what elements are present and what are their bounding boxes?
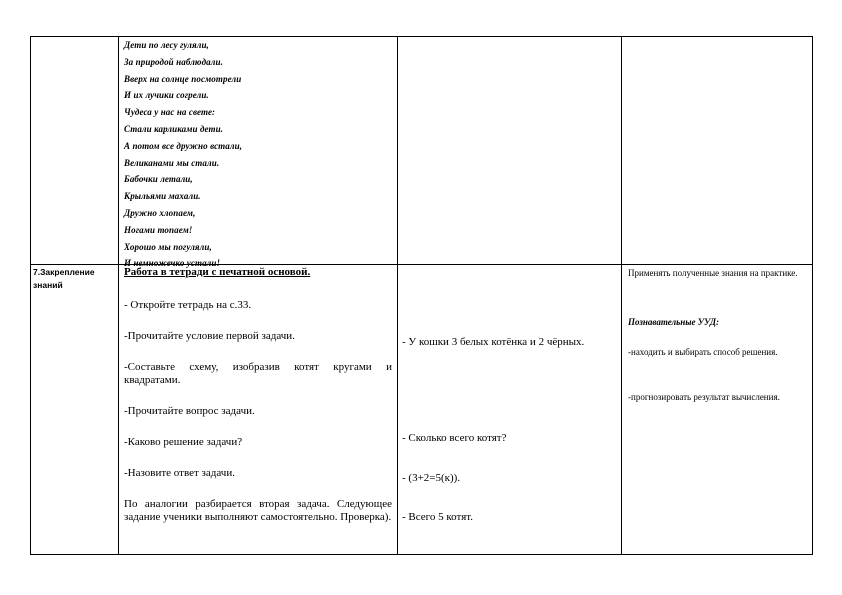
col-border-right <box>812 36 813 555</box>
uud-item: -находить и выбирать способ решения. <box>628 347 778 357</box>
poem-line: И их лучики согрели. <box>124 90 209 101</box>
teacher-activity-cell <box>124 266 392 524</box>
teacher-closing: По аналогии разбирается вторая задача. Следующее задание ученики выполняют самостоятельно. Проверка). <box>124 498 392 523</box>
poem-line: Стали карликами дети. <box>124 123 224 134</box>
teacher-step: -Назовите ответ задачи. <box>124 467 235 479</box>
student-answer-4: - Всего 5 котят. <box>402 511 473 523</box>
poem-line: Вверх на солнце посмотрели <box>124 73 242 84</box>
poem-line: А потом все дружно встали, <box>124 140 243 151</box>
poem-line: Чудеса у нас на свете: <box>124 107 216 118</box>
poem-line: И немножечко устали! <box>124 258 221 269</box>
uud-title: Познавательные УУД: <box>628 317 720 327</box>
teacher-step: -Каково решение задачи? <box>124 436 243 448</box>
table-bottom-border <box>30 554 813 555</box>
poem-line: Великанами мы стали. <box>124 157 220 168</box>
poem-line: Дружно хлопаем, <box>124 207 196 218</box>
poem-line: Бабочки летали, <box>124 174 193 185</box>
teacher-step: -Прочитайте условие первой задачи. <box>124 330 295 342</box>
uud-apply: Применять полученные знания на практике. <box>628 268 798 278</box>
student-answer-1: - У кошки 3 белых котёнка и 2 чёрных. <box>402 336 585 348</box>
poem-line: Крыльями махали. <box>124 191 201 202</box>
col-divider-1 <box>118 36 119 555</box>
student-answer-3: - (3+2=5(к)). <box>402 472 461 484</box>
col-divider-3 <box>621 36 622 555</box>
col-border-left <box>30 36 31 555</box>
teacher-step: -Прочитайте вопрос задачи. <box>124 405 255 417</box>
student-answer-2: - Сколько всего котят? <box>402 432 507 444</box>
teacher-step: -Составьте схему, изобразив котят кругами и квадратами. <box>124 361 392 386</box>
poem-line: Ногами топаем! <box>124 224 193 235</box>
teacher-step: - Откройте тетрадь на с.33. <box>124 299 252 311</box>
poem-line: За природой наблюдали. <box>124 56 223 67</box>
poem-line: Хорошо мы погуляли, <box>124 241 212 252</box>
poem-cell <box>124 37 394 272</box>
uud-item: -прогнозировать результат вычисления. <box>628 392 780 402</box>
teacher-heading: Работа в тетради с печатной основой. <box>124 266 311 278</box>
stage-title: 7.Закрепление знаний <box>33 267 95 290</box>
stage-cell <box>33 266 115 292</box>
poem-line: Дети по лесу гуляли, <box>124 40 209 50</box>
col-divider-2 <box>397 36 398 555</box>
